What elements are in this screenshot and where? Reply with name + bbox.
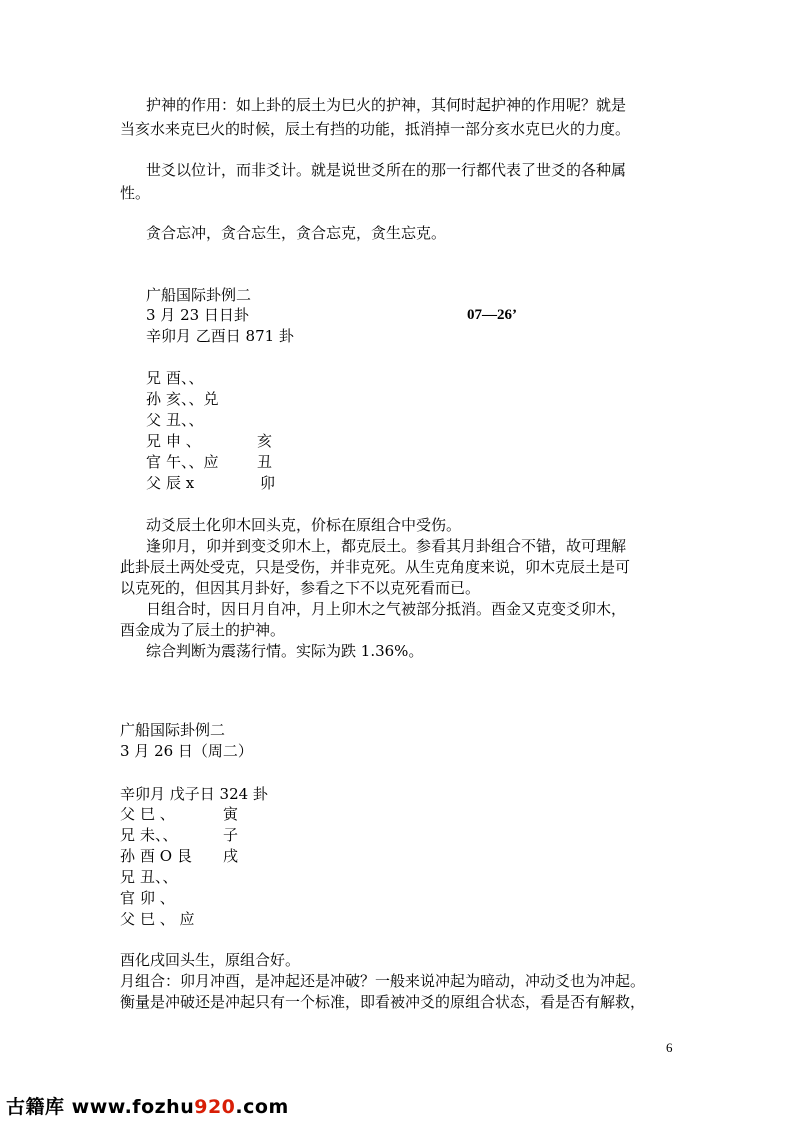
example2-analysis-line: 衡量是冲破还是冲起只有一个标准，即看被冲爻的原组合状态，看是否有解救，: [120, 993, 646, 1011]
intro-paragraph-2-line-1: 世爻以位计，而非爻计。就是说世爻所在的那一行都代表了世爻的各种属: [146, 161, 627, 179]
watermark-url-number: 920: [194, 1096, 236, 1118]
example2-analysis-line: 酉化戌回头生，原组合好。: [120, 951, 301, 969]
line-relation: 兄: [146, 432, 162, 450]
example1-line: [146, 410, 346, 430]
example2-line: [120, 867, 320, 887]
line-branch: 巳 、: [140, 805, 175, 823]
example1-analysis-line: 日组合时，因日月自冲，月上卯木之气被部分抵消。酉金又克变爻卯木，: [146, 600, 627, 618]
example2-line: [120, 825, 320, 845]
example2-line: [120, 888, 320, 908]
line-relation: 官: [146, 453, 162, 471]
line-relation: 兄: [146, 369, 162, 387]
line-branch: 未、、: [140, 826, 178, 844]
example1-analysis-line: 综合判断为震荡行情。实际为跌 1.36%。: [146, 642, 424, 660]
line-relation: 兄: [120, 868, 136, 886]
line-relation: 兄: [120, 826, 136, 844]
line-changed-branch: 寅: [223, 805, 239, 823]
line-branch: 丑、、: [166, 411, 204, 429]
line-branch: 巳 、 应: [140, 910, 195, 928]
line-branch: 卯 、: [140, 889, 175, 907]
example1-title: 广船国际卦例二: [146, 286, 252, 304]
line-relation: 孙: [120, 847, 136, 865]
example2-analysis-line: 月组合：卯月冲酉，是冲起还是冲破？一般来说冲起为暗动，冲动爻也为冲起。: [120, 972, 646, 990]
example2-title: 广船国际卦例二: [120, 721, 226, 739]
example1-analysis-line: 此卦辰土两处受克，只是受伤，并非克死。从生克角度来说，卯木克辰土是可: [120, 558, 631, 576]
line-branch: 丑、、: [140, 868, 178, 886]
watermark-url-suffix: .com: [235, 1096, 289, 1118]
intro-paragraph-3: 贪合忘冲，贪合忘生，贪合忘克，贪生忘克。: [146, 224, 447, 242]
line-relation: 官: [120, 889, 136, 907]
example1-analysis-line: 以克死的，但因其月卦好，参看之下不以克死看而已。: [120, 579, 481, 597]
line-relation: 父: [120, 910, 136, 928]
example1-line: [146, 368, 346, 388]
line-relation: 父: [146, 474, 162, 492]
example2-pillars: 辛卯月 戊子日 324 卦: [120, 785, 268, 803]
example1-analysis-line: 逢卯月，卯并到变爻卯木上，都克辰土。参看其月卦组合不错，故可理解: [146, 537, 627, 555]
line-changed-branch: 戌: [223, 847, 239, 865]
intro-paragraph-2-line-2: 性。: [120, 184, 151, 202]
intro-paragraph-1-line-1: 护神的作用：如上卦的辰土为巳火的护神，其何时起护神的作用呢？就是: [146, 96, 627, 114]
intro-paragraph-1-line-2: 当亥水来克巳火的时候，辰土有挡的功能，抵消掉一部分亥水克巳火的力度。: [120, 120, 631, 138]
line-branch: 酉 O 艮: [140, 847, 192, 865]
example1-pillars: 辛卯月 乙酉日 871 卦: [146, 327, 294, 345]
line-changed-branch: 丑: [257, 453, 273, 471]
example1-analysis-line: 酉金成为了辰土的护神。: [120, 621, 286, 639]
watermark-brand: 古籍库: [6, 1096, 65, 1118]
watermark-url-prefix: www.fozhu: [71, 1096, 195, 1118]
example1-line: [146, 473, 346, 493]
example1-analysis-line: 动爻辰土化卯木回头克，价标在原组合中受伤。: [146, 516, 462, 534]
line-relation: 父: [146, 411, 162, 429]
example1-date: 3 月 23 日日卦: [146, 306, 249, 324]
site-watermark: [6, 1092, 289, 1119]
line-changed-branch: 子: [223, 826, 239, 844]
example1-line: [146, 431, 346, 451]
example1-code: 07—26’: [467, 307, 517, 323]
line-relation: 孙: [146, 390, 162, 408]
example2-line: [120, 846, 320, 866]
example2-line: [120, 804, 320, 824]
example1-line: [146, 452, 346, 472]
example1-line: [146, 389, 346, 409]
line-branch: 酉、、: [166, 369, 204, 387]
example2-line: [120, 909, 320, 929]
line-branch: 辰 x: [166, 474, 195, 492]
line-branch: 午、、应: [166, 453, 219, 471]
line-branch: 亥、、兑: [166, 390, 219, 408]
line-changed-branch: 卯: [260, 474, 276, 492]
line-relation: 父: [120, 805, 136, 823]
line-changed-branch: 亥: [257, 432, 273, 450]
line-branch: 申 、: [166, 432, 201, 450]
page-number: 6: [666, 1040, 673, 1055]
example2-date: 3 月 26 日（周二）: [120, 742, 253, 760]
